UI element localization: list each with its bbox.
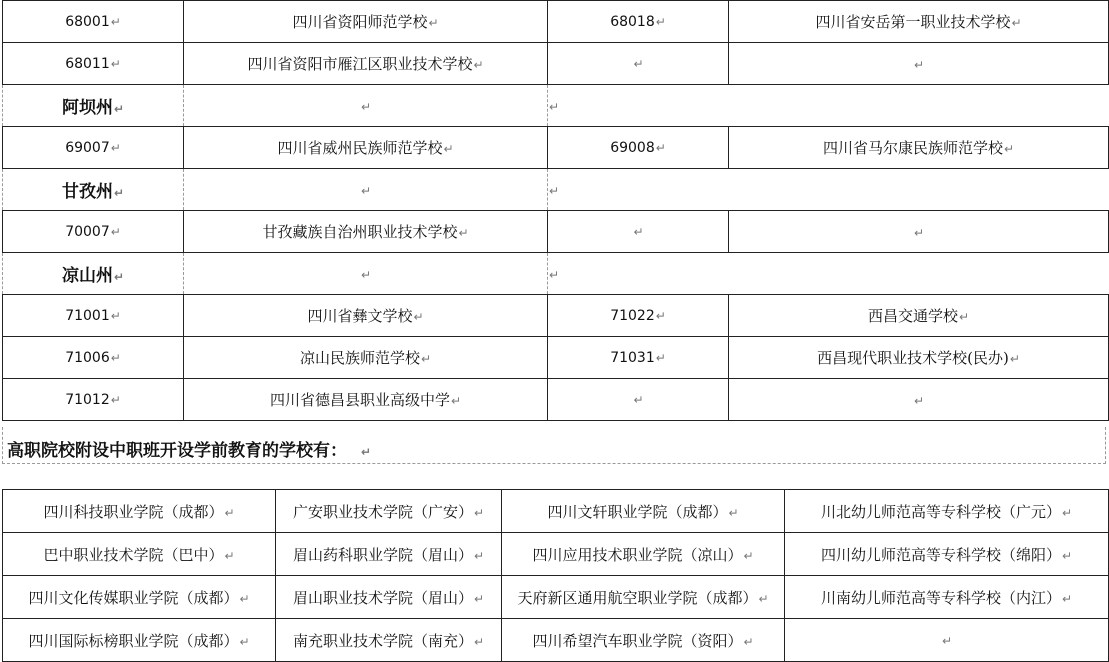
- college-name-text: 四川应用技术职业学院（凉山）: [532, 545, 743, 564]
- college-name: [3, 576, 276, 619]
- school-code: [3, 127, 184, 169]
- school-name-text: 四川省彝文学校: [307, 307, 413, 325]
- college-name-text: 南充职业技术学院（南充）: [292, 631, 473, 650]
- return-mark-icon: ↵: [413, 310, 424, 324]
- school-code: [3, 211, 184, 253]
- school-name-text: 四川省威州民族师范学校: [277, 139, 443, 157]
- table-row: [3, 576, 1109, 619]
- return-mark-icon: ↵: [1009, 352, 1020, 366]
- return-mark-icon: ↵: [361, 445, 372, 459]
- table-row: [3, 253, 1109, 295]
- region-name-text: 甘孜州: [61, 182, 113, 202]
- region-name: [3, 85, 184, 127]
- return-mark-icon: ↵: [549, 267, 560, 282]
- return-mark-icon: ↵: [239, 634, 250, 649]
- return-mark-icon: ↵: [110, 224, 121, 239]
- return-mark-icon: ↵: [113, 270, 125, 284]
- return-mark-icon: ↵: [655, 308, 666, 323]
- school-name: [729, 295, 1109, 337]
- return-mark-icon: ↵: [113, 102, 125, 116]
- region-blank: [184, 85, 548, 127]
- return-mark-icon: ↵: [1061, 591, 1073, 606]
- table-row: [3, 490, 1109, 533]
- college-name-text: 广安职业技术学院（广安）: [292, 502, 473, 521]
- return-mark-icon: ↵: [420, 352, 432, 366]
- school-code: [3, 337, 184, 379]
- school-name: [729, 1, 1109, 43]
- return-mark-icon: ↵: [655, 140, 666, 155]
- school-name: [184, 211, 548, 253]
- college-name: [502, 490, 785, 533]
- return-mark-icon: ↵: [473, 58, 484, 72]
- school-name: [184, 43, 548, 85]
- school-code: [3, 1, 184, 43]
- return-mark-icon: ↵: [913, 393, 925, 408]
- return-mark-icon: ↵: [473, 548, 485, 563]
- region-spacer: [548, 169, 1109, 211]
- college-name: [276, 619, 502, 662]
- school-code: [548, 211, 729, 253]
- college-name-text: 眉山职业技术学院（眉山）: [292, 588, 473, 607]
- return-mark-icon: ↵: [360, 267, 372, 282]
- college-name: [502, 619, 785, 662]
- college-name: [502, 533, 785, 576]
- college-name: [785, 619, 1109, 662]
- college-name: [276, 490, 502, 533]
- college-name: [785, 576, 1109, 619]
- school-name: [729, 379, 1109, 421]
- return-mark-icon: ↵: [941, 634, 953, 648]
- school-code-text: 69007: [65, 139, 110, 156]
- return-mark-icon: ↵: [743, 548, 754, 563]
- region-name-text: 阿坝州: [61, 98, 113, 118]
- school-code: [3, 295, 184, 337]
- college-table: [2, 489, 1109, 662]
- return-mark-icon: ↵: [224, 548, 235, 563]
- school-code: [548, 1, 729, 43]
- school-code-text: 69008: [610, 139, 655, 156]
- return-mark-icon: ↵: [110, 392, 121, 407]
- return-mark-icon: ↵: [633, 392, 644, 407]
- table-row: [3, 127, 1109, 169]
- college-name-text: 四川文化传媒职业学院（成都）: [28, 588, 239, 607]
- school-code-text: 71001: [65, 307, 110, 324]
- college-name-text: 四川文轩职业学院（成都）: [547, 502, 728, 521]
- college-name: [3, 533, 276, 576]
- school-name: [184, 337, 548, 379]
- return-mark-icon: ↵: [743, 634, 754, 649]
- school-name: [184, 127, 548, 169]
- school-code-text: 68018: [610, 13, 655, 30]
- return-mark-icon: ↵: [473, 591, 485, 606]
- school-name-text: 四川省资阳市雁江区职业技术学校: [247, 55, 473, 73]
- table-row: [3, 85, 1109, 127]
- return-mark-icon: ↵: [549, 99, 560, 114]
- region-name: [3, 253, 184, 295]
- return-mark-icon: ↵: [655, 350, 666, 365]
- school-name-text: 四川省马尔康民族师范学校: [822, 139, 1003, 157]
- school-code: [548, 295, 729, 337]
- table-row: [3, 211, 1109, 253]
- school-code-text: 71012: [65, 391, 110, 408]
- school-name: [729, 127, 1109, 169]
- return-mark-icon: ↵: [913, 225, 925, 240]
- region-name-text: 凉山州: [61, 266, 113, 286]
- school-code-table: [2, 0, 1109, 421]
- school-code-text: 71006: [65, 349, 110, 366]
- college-name-text: 四川科技职业学院（成都）: [43, 502, 224, 521]
- school-name-text: 西昌交通学校: [867, 307, 958, 325]
- return-mark-icon: ↵: [758, 591, 769, 606]
- college-name-text: 四川国际标榜职业学院（成都）: [28, 631, 239, 650]
- school-code-text: 68001: [65, 13, 110, 30]
- return-mark-icon: ↵: [110, 56, 121, 71]
- college-name: [3, 490, 276, 533]
- school-name: [729, 337, 1109, 379]
- return-mark-icon: ↵: [549, 183, 560, 198]
- return-mark-icon: ↵: [110, 140, 121, 155]
- section-heading: [2, 427, 1106, 464]
- school-name-text: 西昌现代职业技术学校(民办): [817, 349, 1009, 367]
- college-name-text: 四川希望汽车职业学院（资阳）: [532, 631, 743, 650]
- school-name-text: 凉山民族师范学校: [299, 349, 420, 367]
- school-code: [548, 43, 729, 85]
- return-mark-icon: ↵: [728, 505, 739, 520]
- table-row: [3, 337, 1109, 379]
- return-mark-icon: ↵: [110, 308, 121, 323]
- region-spacer: [548, 253, 1109, 295]
- return-mark-icon: ↵: [458, 226, 469, 240]
- school-code: [548, 379, 729, 421]
- table-row: [3, 1, 1109, 43]
- college-name: [276, 533, 502, 576]
- school-code: [3, 43, 184, 85]
- return-mark-icon: ↵: [1061, 548, 1073, 563]
- return-mark-icon: ↵: [655, 14, 666, 29]
- college-name-text: 四川幼儿师范高等专科学校（绵阳）: [820, 545, 1061, 564]
- school-name: [729, 43, 1109, 85]
- table-row: [3, 379, 1109, 421]
- return-mark-icon: ↵: [1061, 505, 1073, 520]
- return-mark-icon: ↵: [473, 505, 485, 520]
- college-name: [785, 533, 1109, 576]
- return-mark-icon: ↵: [633, 56, 644, 71]
- return-mark-icon: ↵: [428, 16, 439, 30]
- return-mark-icon: ↵: [1011, 16, 1022, 30]
- school-code-text: 68011: [65, 55, 110, 72]
- school-code: [3, 379, 184, 421]
- college-name: [785, 490, 1109, 533]
- section-heading-text: 高职院校附设中职班开设学前教育的学校有：: [7, 441, 347, 461]
- school-code: [548, 337, 729, 379]
- return-mark-icon: ↵: [224, 505, 235, 520]
- college-name: [3, 619, 276, 662]
- school-name: [184, 379, 548, 421]
- college-name: [276, 576, 502, 619]
- table-row: [3, 533, 1109, 576]
- college-name-text: 眉山药科职业学院（眉山）: [292, 545, 473, 564]
- table-row: [3, 619, 1109, 662]
- return-mark-icon: ↵: [443, 142, 454, 156]
- school-code-text: 70007: [65, 223, 110, 240]
- school-code: [548, 127, 729, 169]
- return-mark-icon: ↵: [450, 394, 462, 408]
- school-name: [729, 211, 1109, 253]
- school-name-text: 四川省安岳第一职业技术学校: [815, 13, 1011, 31]
- college-name-text: 巴中职业技术学院（巴中）: [43, 545, 224, 564]
- return-mark-icon: ↵: [360, 99, 372, 114]
- table-row: [3, 295, 1109, 337]
- table-row: [3, 43, 1109, 85]
- school-name-text: 四川省资阳师范学校: [292, 13, 428, 31]
- school-name: [184, 1, 548, 43]
- table-row: [3, 169, 1109, 211]
- return-mark-icon: ↵: [113, 186, 125, 200]
- return-mark-icon: ↵: [110, 14, 121, 29]
- return-mark-icon: ↵: [239, 591, 250, 606]
- return-mark-icon: ↵: [913, 57, 925, 72]
- region-spacer: [548, 85, 1109, 127]
- region-name: [3, 169, 184, 211]
- return-mark-icon: ↵: [110, 350, 121, 365]
- school-name-text: 甘孜藏族自治州职业技术学校: [262, 223, 458, 241]
- school-name-text: 四川省德昌县职业高级中学: [269, 391, 450, 409]
- return-mark-icon: ↵: [473, 634, 485, 649]
- school-code-text: 71022: [610, 307, 655, 324]
- return-mark-icon: ↵: [958, 310, 970, 324]
- school-code-text: 71031: [610, 349, 655, 366]
- college-name-text: 川南幼儿师范高等专科学校（内江）: [820, 588, 1061, 607]
- college-name-text: 川北幼儿师范高等专科学校（广元）: [820, 502, 1061, 521]
- college-name-text: 天府新区通用航空职业学院（成都）: [517, 588, 758, 607]
- return-mark-icon: ↵: [360, 183, 372, 198]
- region-blank: [184, 253, 548, 295]
- return-mark-icon: ↵: [633, 224, 644, 239]
- return-mark-icon: ↵: [1003, 142, 1015, 156]
- region-blank: [184, 169, 548, 211]
- college-name: [502, 576, 785, 619]
- school-name: [184, 295, 548, 337]
